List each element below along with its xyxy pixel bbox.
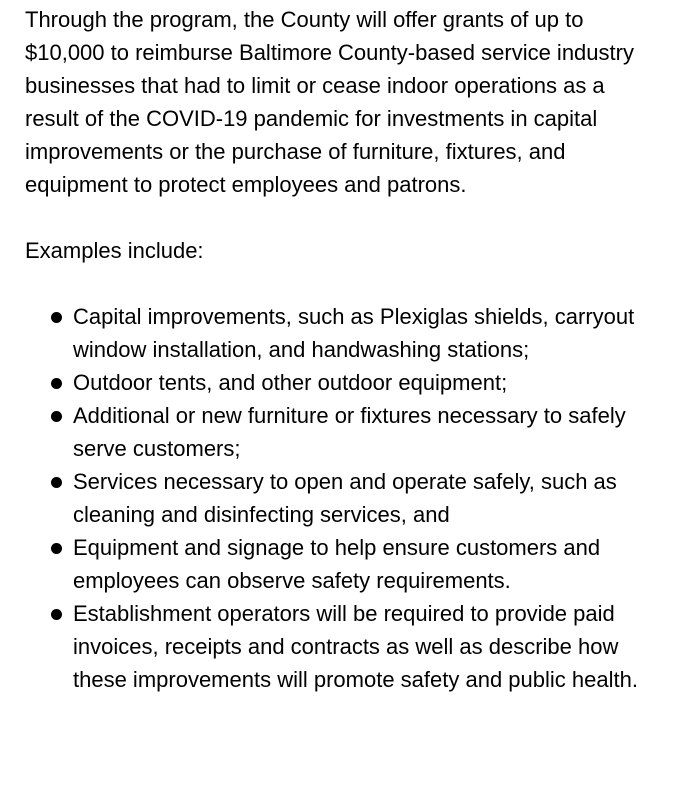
bullet-icon [51, 312, 62, 323]
list-item [73, 399, 655, 465]
examples-heading: Examples include: [25, 238, 204, 263]
list-item-text: Outdoor tents, and other outdoor equipment; [73, 370, 508, 395]
paragraph-spacer [25, 201, 655, 234]
paragraph-spacer [25, 267, 655, 300]
list-item-text: Equipment and signage to help ensure customers and employees can observe safety requirements. [73, 535, 601, 593]
list-item-text: Additional or new furniture or fixtures necessary to safely serve customers; [73, 403, 626, 461]
list-item [73, 465, 655, 531]
bullet-icon [51, 378, 62, 389]
list-item [73, 531, 655, 597]
list-item-text: Services necessary to open and operate safely, such as cleaning and disinfecting services, and [73, 469, 617, 527]
list-item-text: Establishment operators will be required to provide paid invoices, receipts and contracts as well as describe how these improvements will promote safety and public health. [73, 601, 638, 692]
list-item-text: Capital improvements, such as Plexiglas shields, carryout window installation, and handwashing stations; [73, 304, 635, 362]
list-item [73, 300, 655, 366]
bullet-icon [51, 609, 62, 620]
bullet-icon [51, 477, 62, 488]
bullet-icon [51, 411, 62, 422]
intro-paragraph: Through the program, the County will offer grants of up to $10,000 to reimburse Baltimore County-based service industry businesses that had to limit or cease indoor operations as a result of the COVID-19 pandemic for investments in capital improvements or the purchase of furniture, fixtures, and equipment to protect employees and patrons. [25, 7, 634, 197]
list-item [73, 597, 655, 696]
bullet-icon [51, 543, 62, 554]
examples-list [25, 300, 655, 696]
list-item [73, 366, 655, 399]
